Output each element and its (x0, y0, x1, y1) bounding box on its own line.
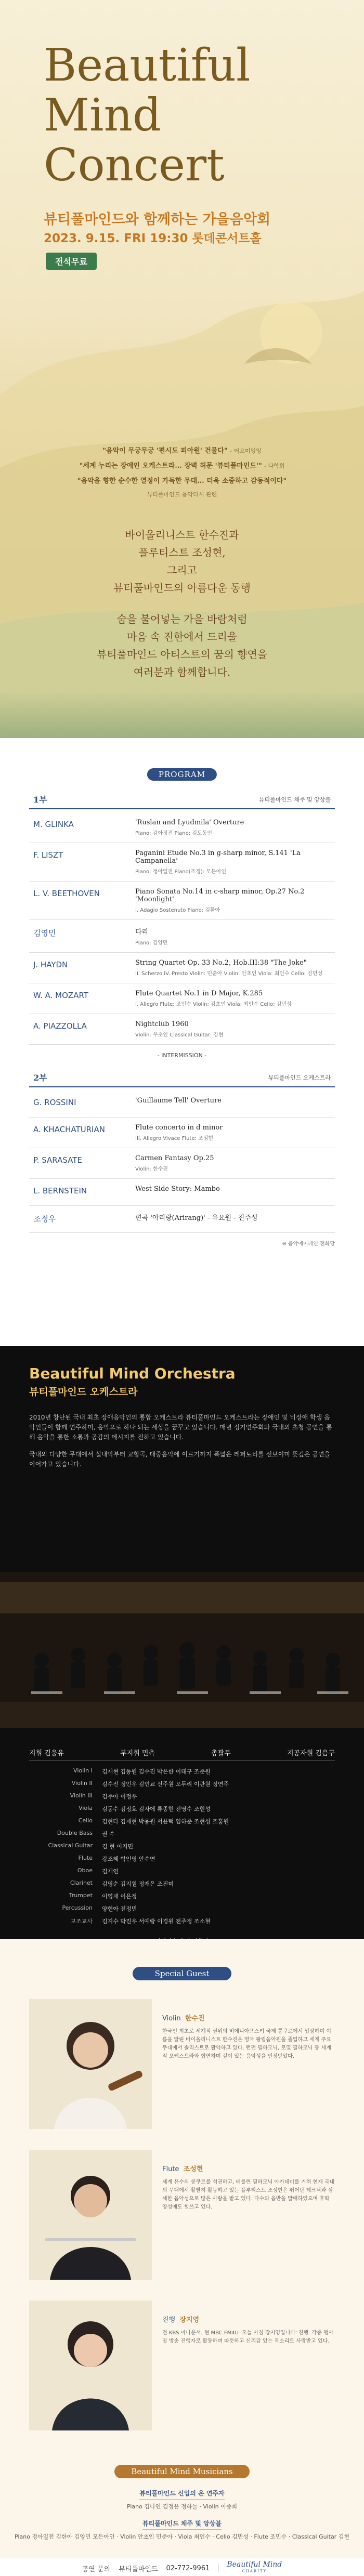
guest-photo (29, 1999, 152, 2129)
composer-name: A. PIAZZOLLA (33, 1021, 87, 1031)
intro-line: 마음 속 진한에서 드리울 (126, 630, 238, 643)
guest-bio: 한국인 최초로 세계적 권위의 비에니아프스키 국제 콩쿠르에서 입상하며 이름을 알린 바이올리니스트 한수진은 영국 왕립음악원을 졸업하고 세계 주요 무대에서 솔리스트로 활약하고 있다. 런던 필하모닉, 로열 필하모닉 등 세계적 오케스트라와 협연하며 깊이 있는 음악성을 인정받았다. (162, 2029, 331, 2059)
hero-title (44, 41, 251, 190)
press-quote: "세계 누리는 장애인 오케스트라... 장벽 허문 '뷰티풀마인드'" - 다학회 (79, 462, 285, 470)
work-title: 다리 (135, 928, 149, 936)
musician-group-list: Piano 정아일전 김한아 김양민 모든아인 · Violin 안초인 민준아 · Viola 최인수 · Cello 김민성 · Flute 조민수 · Classical Guitar 김현 (15, 2533, 349, 2540)
work-title: 'Guillaume Tell' Overture (135, 1097, 222, 1105)
musicians-banner: Beautiful Mind Musicians (114, 2465, 250, 2478)
part-number: 2부 (33, 1073, 47, 1083)
program-item (29, 1206, 335, 1233)
intro-line: 뷰티풀마인드 아티스트의 꿈의 향연을 (96, 648, 268, 661)
work-detail: Piano: 정아일전 Piano(조정): 모든아인 (135, 869, 227, 875)
work-detail: Violin: 한수진 (135, 1166, 168, 1172)
roster-instrument: Trumpet (69, 1892, 93, 1899)
roster-members: 강조혜 박인영 안수연 (102, 1856, 155, 1862)
roster-row (29, 1778, 335, 1790)
guest-role: Flute 조성현 (162, 2165, 203, 2173)
part-number: 1부 (33, 795, 47, 805)
roster-instrument: Flute (78, 1855, 93, 1861)
musician-group-heading: 뷰티풀마인드 채주 및 앙상블 (142, 2519, 222, 2530)
roster-members: 김주아 이정우 (102, 1793, 137, 1800)
press-quote-attribution: 뷰티풀마인드 음악다시 관련 (147, 491, 217, 498)
press-quote: "음악을 향한 순수한 열정이 가득한 무대... 더욱 소중하고 감동적이다" (77, 477, 287, 485)
roster-members: 양현아 전정민 (102, 1905, 137, 1912)
guest-card (29, 1999, 335, 2129)
roster-members: 김지수 박진우 서예랑 이경원 전주정 조소현 (102, 1918, 211, 1925)
footer-org: 뷰티풀마인드 (119, 2565, 158, 2573)
part-header (29, 1062, 335, 1087)
roster-members: 김재현 김동원 김수진 박은한 이태구 조준원 (102, 1768, 211, 1775)
work-block (135, 888, 331, 913)
guest-name: 조성현 (183, 2165, 203, 2173)
program-item (29, 1179, 335, 1206)
program-note: ※ 음악에이레인 전화당 (282, 1241, 335, 1247)
work-title: Flute Quartet No.1 in D Major, K.285 (135, 990, 263, 997)
work-title: Flute concerto in d minor (135, 1124, 223, 1132)
work-title: 'Ruslan and Lyudmila' Overture (135, 819, 244, 826)
work-title: Piano Sonata No.14 in c-sharp minor, Op.27 No.2 'Moonlight' (135, 888, 305, 903)
roster-instrument: Violin III (70, 1792, 93, 1799)
guest-bio: 전 KBS 아나운서. 현 MBC FM4U '오늘 아침 장지영입니다' 진행. 각종 행사 및 방송 진행자로 활동하며 따뜻하고 신뢰감 있는 목소리로 사랑받고 있다. (162, 2330, 334, 2344)
guest-name: 한수진 (185, 2015, 205, 2022)
roster-row (29, 1828, 335, 1840)
orchestra-roster (29, 1747, 335, 1945)
roster-row (29, 1852, 335, 1865)
work-block (135, 819, 331, 836)
roster-manager: 총괄무 (211, 1750, 231, 1757)
composer-name: F. LISZT (33, 850, 63, 860)
work-detail: Piano: 김양민 (135, 940, 168, 946)
program-item (29, 920, 335, 953)
work-title: Paganini Etude No.3 in g-sharp minor, S.141 'La Campanella' (135, 849, 301, 865)
roster-row (29, 1790, 335, 1803)
program-list (29, 1090, 335, 1233)
roster-instrument: Violin I (73, 1767, 93, 1774)
work-detail: III. Allegro Vivace Flute: 조성현 (135, 1136, 214, 1141)
roster-row (29, 1865, 335, 1877)
guest-photo (29, 2301, 152, 2430)
press-quote: "음악이 무궁무궁 '편시도 피아원' 건물다" - 어요미잉잉 (102, 447, 262, 455)
work-title: String Quartet Op. 33 No.2, Hob.III:38 "The Joke" (135, 959, 307, 967)
roster-instrument: Classical Guitar (48, 1842, 93, 1849)
roster-row (29, 1890, 335, 1902)
roster-members: 김영순 김지원 정재은 조진미 (102, 1881, 174, 1887)
program-item (29, 1014, 335, 1045)
program-item (29, 882, 335, 920)
program-item (29, 812, 335, 843)
footer-logo: Beautiful Mind CHARITY (227, 2560, 282, 2573)
program-banner: PROGRAM (147, 768, 217, 781)
work-title: Nightclub 1960 (135, 1020, 189, 1028)
program-item (29, 983, 335, 1014)
roster-instrument: Oboe (77, 1867, 93, 1874)
roster-members: 김동수 김정호 김자에 류종현 전영수 조현성 (102, 1806, 211, 1812)
roster-members: 이영재 이은정 (102, 1893, 137, 1900)
roster-row (29, 1902, 335, 1915)
composer-name: L. BERNSTEIN (33, 1186, 87, 1195)
hero-title-line: Beautiful (44, 40, 251, 91)
work-block (135, 990, 331, 1007)
work-detail: II. Scherzo IV. Presto Violin: 민준아 Violin: 안초인 Viola: 최인수 Cello: 김민성 (135, 971, 323, 977)
orchestra-description (29, 1413, 335, 1469)
composer-name: A. KHACHATURIAN (33, 1125, 105, 1134)
work-title: Carmen Fantasy Op.25 (135, 1154, 214, 1162)
intro-text (0, 526, 364, 681)
intermission: - INTERMISSION - (157, 1052, 207, 1059)
musicians-section (0, 2461, 364, 2558)
orchestra-stage-illustration (0, 1572, 364, 1728)
orchestra-photo (0, 1572, 364, 1728)
work-block (135, 1154, 331, 1172)
orchestra-subtitle: 뷰티풀마인드 오케스트라 (29, 1386, 138, 1398)
intro-line: 플루티스트 조성현, (138, 546, 226, 559)
guest-info (152, 1999, 335, 2129)
hero-grass (0, 691, 364, 738)
musician-group (0, 2488, 364, 2511)
intro-line: 숨을 불어넣는 가을 바람처럼 (116, 613, 248, 625)
guest-card (29, 2150, 335, 2280)
work-detail: Violin: 우초인 Classical Guitar: 김현 (135, 1032, 224, 1038)
composer-name: G. ROSSINI (33, 1098, 76, 1107)
footer-label: 공연 문의 (82, 2565, 111, 2573)
roster-members: 권 수 (102, 1831, 115, 1837)
orchestra-section (0, 1346, 364, 1939)
orchestra-title: Beautiful Mind Orchestra (29, 1365, 236, 1382)
guest-card (29, 2301, 335, 2430)
guest-bio: 세계 유수의 콩쿠르를 석권하고, 베를린 필하모닉 아카데미를 거쳐 현재 국내외 무대에서 활발히 활동하고 있는 플루티스트 조성현은 뛰어난 테크닉과 섬세한 음악성으로 많은 사랑을 받고 있다. 다수의 음반을 발매하였으며 후학 양성에도 힘쓰고 있다. (162, 2179, 335, 2210)
part-performer: 뷰티풀마인드 채주 및 앙상블 (258, 796, 331, 803)
roster-row (29, 1877, 335, 1890)
work-detail: I. Adagio Sostenuto Piano: 김환아 (135, 908, 220, 913)
intro-line: 뷰티풀마인드의 아름다운 동행 (113, 582, 251, 594)
roster-instrument: Percussion (62, 1904, 93, 1911)
roster-row (29, 1815, 335, 1828)
hero-title-line: Mind (44, 89, 162, 141)
composer-name: 김영민 (33, 928, 56, 938)
hero-title-line: Concert (44, 139, 225, 191)
hero-date: 2023. 9.15. FRI 19:30 롯데콘서트홀 (44, 232, 262, 245)
guest-role: 진행 장지영 (162, 2316, 200, 2324)
guest-info (152, 2150, 335, 2280)
part-header (29, 784, 335, 809)
work-detail: I. Allegro Flute: 조민수 Violin: 김초인 Viola: 최인수 Cello: 김민성 (135, 1002, 292, 1007)
composer-name: W. A. MOZART (33, 991, 88, 1000)
composer-name: J. HAYDN (33, 960, 68, 969)
guest-role: Violin 한수진 (162, 2015, 205, 2022)
program-item (29, 1118, 335, 1148)
roster-row (29, 1765, 335, 1778)
work-title: West Side Story: Mambo (135, 1185, 220, 1193)
roster-row (29, 1803, 335, 1815)
program-item (29, 953, 335, 983)
orchestra-paragraph: 2010년 창단된 국내 최초 장애음악인의 통합 오케스트라 뷰티풀마인드 오케스트라는 장애인 및 비장애 학생 음악인들이 함께 연주하며, 음악으로 하나 되는 세상을 꿈꾸고 있습니다. 매년 정기연주회와 국내외 초청 공연을 통해 음악을 통한 소통과 공감의 메시지를 전하고 있습니다. (29, 1414, 332, 1441)
special-guest-banner: Special Guest (133, 1967, 231, 1980)
work-title: 편곡 '아리랑(Arirang)' - 유요원 - 진주성 (135, 1214, 258, 1222)
roster-instrument: Double Bass (57, 1830, 93, 1836)
roster-director: 지공자원 김음구 (287, 1750, 335, 1757)
part-performer: 뷰티풀마인드 오케스트라 (268, 1074, 331, 1081)
roster-row (29, 1915, 335, 1927)
work-block (135, 1124, 331, 1141)
roster-instrument: 보조교사 (70, 1918, 93, 1925)
orchestra-paragraph: 국내외 다양한 무대에서 실내악부터 교향곡, 대중음악에 이르기까지 폭넓은 레퍼토리를 선보이며 뜻깊은 공연을 이어가고 있습니다. (29, 1451, 331, 1468)
composer-name: L. V. BEETHOVEN (33, 889, 100, 898)
work-block (135, 1185, 331, 1199)
musician-group-list: Piano 김나연 김정윤 정하늘 · Violin 이종희 (126, 2503, 238, 2510)
hero-section (0, 0, 364, 738)
special-guest-section (0, 1939, 364, 2461)
program-item (29, 1148, 335, 1179)
composer-name: M. GLINKA (33, 820, 74, 829)
musician-group (0, 2518, 364, 2541)
program-item (29, 843, 335, 882)
roster-members: 김수진 정민우 김민교 신주원 오두리 이관원 정연주 (102, 1781, 229, 1788)
roster-instrument: Cello (78, 1817, 93, 1824)
roster-instrument: Clarinet (70, 1880, 93, 1886)
footer-phone[interactable]: 02-772-9961 (166, 2564, 210, 2572)
work-detail: Piano: 김아정전 Piano: 김도동인 (135, 831, 212, 836)
press-quotes (0, 445, 364, 504)
work-block (135, 1097, 331, 1111)
hero-subtitle: 뷰티풀마인드와 함께하는 가을음악회 (44, 212, 271, 228)
roster-conductor: 지휘 김웅유 (29, 1750, 64, 1757)
footer (0, 2558, 364, 2576)
roster-instrument: Violin II (71, 1780, 93, 1786)
roster-row (29, 1840, 335, 1852)
roster-instrument: Viola (79, 1805, 93, 1811)
program-section (0, 738, 364, 1346)
roster-vice-conductor: 부지휘 민측 (120, 1750, 155, 1757)
roster-members: 김현다 김재현 박용원 서윤택 임하준 조현성 조홍원 (102, 1818, 229, 1825)
guest-photo (29, 2150, 152, 2280)
intro-line: 바이올리니스트 한수진과 (125, 529, 239, 541)
roster-members: 김재연 (102, 1868, 119, 1875)
intro-line: 그리고 (167, 564, 197, 576)
program-list (29, 812, 335, 1045)
composer-name: P. SARASATE (33, 1155, 82, 1165)
guest-name: 장지영 (179, 2316, 200, 2324)
work-block (135, 959, 331, 977)
musician-group-heading: 뷰티풀마인드 신입의 온 연주자 (139, 2489, 224, 2500)
roster-members: 김 현 이지민 (102, 1843, 134, 1850)
composer-name: 조정우 (33, 1214, 56, 1224)
work-block (135, 849, 331, 875)
work-block (135, 1020, 331, 1038)
free-admission-badge: 전석무료 (46, 253, 97, 270)
roster-header (29, 1747, 335, 1761)
work-block (135, 1212, 331, 1226)
program-item (29, 1090, 335, 1118)
work-block (135, 926, 331, 946)
intro-line: 여러분과 함께합니다. (133, 666, 231, 678)
roster-list (29, 1765, 335, 1927)
guest-info (152, 2301, 335, 2430)
